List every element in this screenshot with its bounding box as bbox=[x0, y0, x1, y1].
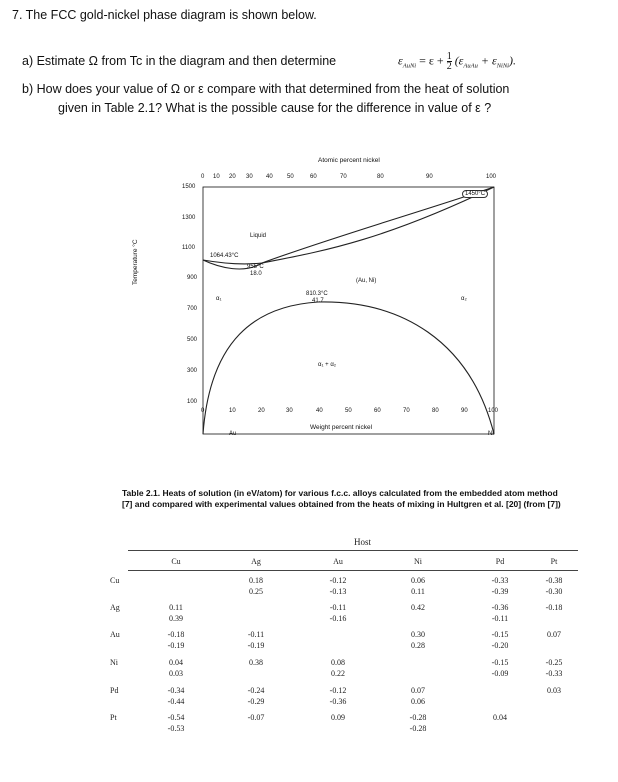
table-cell: -0.15 bbox=[491, 658, 509, 667]
table-cell: -0.39 bbox=[491, 587, 509, 596]
top-tick: 10 bbox=[213, 174, 220, 180]
table-cell: -0.11 bbox=[329, 603, 347, 612]
two-phase-label: α₁ + α₂ bbox=[318, 362, 337, 368]
table-cell: 0.08 bbox=[331, 658, 345, 667]
top-tick: 90 bbox=[426, 174, 433, 180]
table-cell: -0.44 bbox=[167, 697, 185, 706]
table-cell: 0.07 bbox=[411, 686, 425, 695]
table-cell: -0.13 bbox=[329, 587, 347, 596]
formula-fraction bbox=[447, 52, 452, 71]
table-cell: -0.38 bbox=[545, 576, 563, 585]
row-label: Pd bbox=[110, 686, 119, 695]
top-tick: 30 bbox=[246, 174, 253, 180]
host-label: Host bbox=[354, 537, 372, 547]
top-tick: 40 bbox=[266, 174, 273, 180]
row-label: Cu bbox=[110, 576, 120, 585]
solidus-curve bbox=[203, 187, 494, 269]
liquidus-curve bbox=[203, 187, 494, 264]
row-label: Au bbox=[110, 630, 120, 639]
table-cell: 0.11 bbox=[411, 587, 425, 596]
phase-curves bbox=[203, 187, 494, 434]
table-cell: 0.06 bbox=[411, 576, 425, 585]
table-cell: 0.11 bbox=[169, 603, 183, 612]
table-cell: 0.09 bbox=[331, 713, 345, 722]
row-label: Ni bbox=[110, 658, 118, 667]
table-cell: 0.42 bbox=[411, 603, 425, 612]
table-header-rule bbox=[128, 570, 578, 571]
au-melt-label: 1064.43°C bbox=[210, 253, 239, 259]
alpha1-label: α₁ bbox=[216, 296, 222, 302]
column-header: Ni bbox=[414, 557, 422, 566]
table-top-rule bbox=[128, 550, 578, 551]
heats-table bbox=[108, 532, 578, 772]
table-cell: -0.18 bbox=[545, 603, 563, 612]
table-cell: -0.12 bbox=[329, 686, 347, 695]
bottom-tick: 50 bbox=[345, 408, 352, 414]
solid-solution-label: (Au, Ni) bbox=[356, 278, 377, 284]
table-cell: -0.11 bbox=[491, 614, 509, 623]
formula-close: ). bbox=[509, 53, 516, 68]
y-tick: 100 bbox=[187, 399, 198, 405]
formula-sub1: AuAu bbox=[463, 62, 478, 70]
table-cell: 0.25 bbox=[249, 587, 263, 596]
table-caption: Table 2.1. Heats of solution (in eV/atom) for various f.c.c. alloys calculated from the embedded atom method [7] and compared with experimental values obtained from the heats of mixing in Hultgren et al. [20] (from [7]) bbox=[122, 488, 561, 509]
table-cell: -0.18 bbox=[167, 630, 185, 639]
table-cell: -0.20 bbox=[491, 641, 509, 650]
table-cell: -0.19 bbox=[167, 641, 185, 650]
table-cell: -0.36 bbox=[329, 697, 347, 706]
table-cell: -0.34 bbox=[167, 686, 185, 695]
ni-melt-label: 1450°C bbox=[462, 190, 488, 198]
table-cell: -0.54 bbox=[167, 713, 185, 722]
formula-frac-den: 2 bbox=[446, 61, 452, 72]
formula-paren: (ε bbox=[454, 53, 464, 68]
table-cell: 0.18 bbox=[249, 576, 263, 585]
table-cell: -0.25 bbox=[545, 658, 563, 667]
formula bbox=[398, 52, 516, 71]
table-cell: 0.39 bbox=[169, 614, 183, 623]
formula-lhs-sub: AuNi bbox=[402, 62, 417, 70]
column-header: Au bbox=[333, 557, 343, 566]
top-tick: 20 bbox=[229, 174, 236, 180]
y-axis-label: Temperature °C bbox=[132, 239, 139, 285]
top-tick: 80 bbox=[377, 174, 384, 180]
column-header: Cu bbox=[171, 557, 181, 566]
bottom-tick: 60 bbox=[374, 408, 381, 414]
bottom-tick: 70 bbox=[403, 408, 410, 414]
min-temp-label: 955°C bbox=[247, 264, 264, 270]
part-b-line2: given in Table 2.1? What is the possible cause for the difference in value of ε ? bbox=[58, 101, 492, 115]
formula-plus: + ε bbox=[477, 53, 497, 68]
y-tick: 1300 bbox=[182, 215, 196, 221]
bottom-tick: 90 bbox=[461, 408, 468, 414]
column-header: Pd bbox=[495, 557, 505, 566]
formula-sub2: NiNi bbox=[496, 62, 509, 70]
min-comp-label: 18.0 bbox=[250, 271, 262, 277]
table-cell: 0.22 bbox=[331, 669, 345, 678]
table-cell: 0.07 bbox=[547, 630, 561, 639]
table-cell: -0.07 bbox=[247, 713, 265, 722]
critical-comp-label: 41.7 bbox=[312, 298, 324, 304]
phase-diagram-axes bbox=[203, 187, 494, 434]
column-header: Ag bbox=[251, 557, 261, 566]
table-cell: -0.29 bbox=[247, 697, 265, 706]
table-cell: -0.28 bbox=[409, 713, 427, 722]
column-header: Pt bbox=[550, 557, 558, 566]
table-cell: -0.30 bbox=[545, 587, 563, 596]
table-cell: -0.09 bbox=[491, 669, 509, 678]
y-tick: 300 bbox=[187, 368, 198, 374]
part-b-line1: b) How does your value of Ω or ε compare with that determined from the heat of solution bbox=[22, 82, 510, 96]
table-cell: -0.11 bbox=[247, 630, 265, 639]
critical-temp-label: 810.3°C bbox=[306, 291, 328, 297]
y-tick: 700 bbox=[187, 306, 198, 312]
bottom-tick: 80 bbox=[432, 408, 439, 414]
formula-frac-num: 1 bbox=[446, 51, 452, 62]
top-tick: 60 bbox=[310, 174, 317, 180]
bottom-tick: 30 bbox=[286, 408, 293, 414]
y-tick: 500 bbox=[187, 337, 198, 343]
table-cell: -0.24 bbox=[247, 686, 265, 695]
top-axis-label: Atomic percent nickel bbox=[318, 157, 380, 164]
bottom-ticks bbox=[0, 408, 618, 418]
table-cell: 0.03 bbox=[169, 669, 183, 678]
top-ticks bbox=[0, 174, 618, 184]
table-cell: -0.36 bbox=[491, 603, 509, 612]
formula-eq: = ε + bbox=[419, 53, 444, 68]
table-cell: -0.33 bbox=[491, 576, 509, 585]
table-cell: -0.19 bbox=[247, 641, 265, 650]
bottom-tick: 40 bbox=[316, 408, 323, 414]
table-cell: 0.30 bbox=[411, 630, 425, 639]
top-tick: 0 bbox=[201, 174, 205, 180]
row-label: Ag bbox=[110, 603, 120, 612]
left-element-label: Au bbox=[229, 431, 237, 437]
formula-lhs: ε bbox=[398, 53, 403, 68]
y-tick: 1500 bbox=[182, 184, 196, 190]
table-cell: -0.28 bbox=[409, 724, 427, 733]
liquid-label: Liquid bbox=[250, 233, 267, 239]
table-cell: 0.04 bbox=[169, 658, 183, 667]
top-tick: 100 bbox=[486, 174, 497, 180]
bottom-axis-label: Weight percent nickel bbox=[310, 424, 373, 431]
bottom-tick: 10 bbox=[229, 408, 236, 414]
bottom-tick: 0 bbox=[201, 408, 205, 414]
table-cell: -0.16 bbox=[329, 614, 347, 623]
table-cell: 0.06 bbox=[411, 697, 425, 706]
table-cell: -0.53 bbox=[167, 724, 185, 733]
table-cell: 0.38 bbox=[249, 658, 263, 667]
plot-frame bbox=[203, 187, 494, 434]
question-title: 7. The FCC gold-nickel phase diagram is shown below. bbox=[12, 8, 317, 22]
table-cell: -0.33 bbox=[545, 669, 563, 678]
alpha2-label: α₂ bbox=[461, 296, 467, 302]
table-cell: 0.28 bbox=[411, 641, 425, 650]
table-cell: -0.12 bbox=[329, 576, 347, 585]
table-cell: 0.03 bbox=[547, 686, 561, 695]
table-cell: 0.04 bbox=[493, 713, 507, 722]
row-label: Pt bbox=[110, 713, 117, 722]
bottom-tick: 100 bbox=[488, 408, 499, 414]
table-cell: -0.15 bbox=[491, 630, 509, 639]
right-element-label: Ni bbox=[488, 431, 494, 437]
top-tick: 70 bbox=[340, 174, 347, 180]
part-a-text: a) Estimate Ω from Tc in the diagram and then determine bbox=[22, 54, 337, 68]
y-tick: 900 bbox=[187, 275, 198, 281]
y-tick: 1100 bbox=[182, 245, 195, 251]
top-tick: 50 bbox=[287, 174, 294, 180]
bottom-tick: 20 bbox=[258, 408, 265, 414]
